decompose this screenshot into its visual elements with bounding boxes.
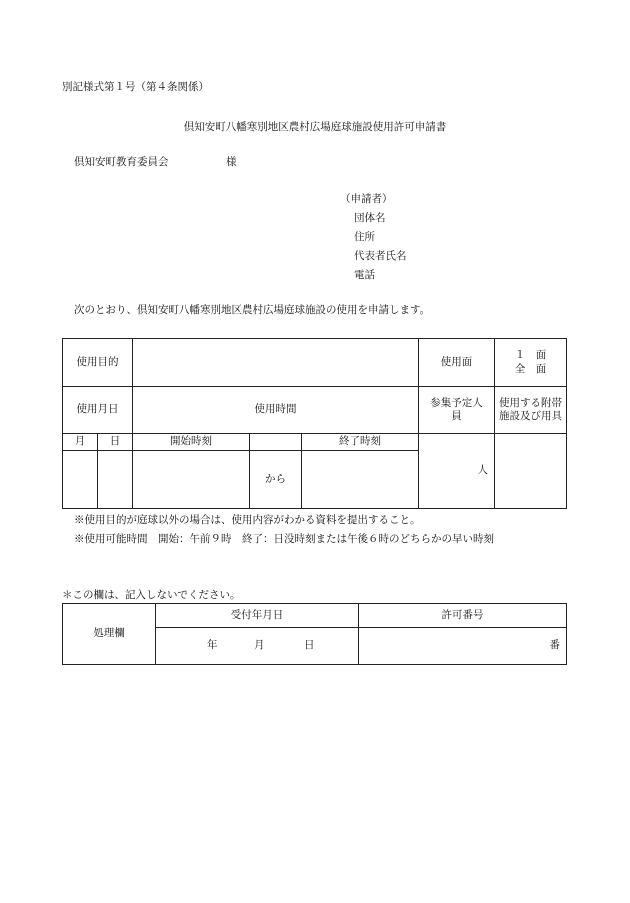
equipment-field[interactable] [495, 434, 567, 509]
permit-number-label: 許可番号 [359, 604, 567, 628]
end-time-label: 終了時刻 [302, 434, 419, 451]
form-title: 倶知安町八幡寒別地区農村広場庭球施設使用許可申請書 [183, 121, 447, 133]
purpose-label: 使用目的 [63, 339, 133, 387]
month-label: 月 [63, 434, 98, 451]
applicant-address[interactable]: 住所 [354, 231, 375, 243]
courts-label: 使用面 [419, 339, 495, 387]
person-unit: 人 [477, 464, 489, 477]
applicant-representative[interactable]: 代表者氏名 [354, 250, 407, 262]
participants-field[interactable] [419, 434, 495, 509]
from-header-cell [250, 434, 302, 451]
participants-label: 参集予定人員 [419, 387, 495, 434]
use-time-label: 使用時間 [133, 387, 419, 434]
year-unit: 年 [207, 639, 218, 651]
processing-label: 処理欄 [63, 604, 156, 665]
equipment-label: 使用する附帯施設及び用具 [495, 387, 567, 434]
start-time-label: 開始時刻 [133, 434, 250, 451]
receipt-date-label: 受付年月日 [156, 604, 359, 628]
month-unit: 月 [254, 639, 265, 651]
court-option-one[interactable]: １ 面 [514, 349, 547, 362]
addressee: 倶知安町教育委員会 [74, 156, 169, 168]
from-label: から [250, 451, 302, 509]
purpose-field[interactable] [133, 339, 419, 387]
application-table [62, 338, 567, 509]
month-field[interactable] [63, 451, 98, 509]
note-hours: ※使用可能時間 開始：午前９時 終了：日没時刻または午後６時のどちらかの早い時刻 [74, 533, 494, 545]
day-field[interactable] [98, 451, 133, 509]
applicant-org-name[interactable]: 団体名 [354, 212, 386, 224]
permit-number-field [359, 628, 567, 665]
day-unit: 日 [304, 639, 315, 651]
number-unit: 番 [549, 639, 560, 652]
receipt-date-field [156, 628, 359, 665]
applicant-phone[interactable]: 電話 [354, 269, 375, 281]
honorific: 様 [226, 156, 237, 168]
applicant-heading: （申請者） [340, 193, 393, 205]
day-label: 日 [98, 434, 133, 451]
note-purpose: ※使用目的が庭球以外の場合は、使用内容がわかる資料を提出すること。 [74, 514, 421, 526]
office-table [62, 603, 567, 665]
courts-options[interactable] [495, 339, 567, 387]
form-number: 別記様式第１号（第４条関係） [62, 81, 209, 93]
end-time-field[interactable] [302, 451, 419, 509]
office-caption: ＊この欄は、記入しないでください。 [62, 589, 241, 601]
applicant-block [340, 190, 407, 285]
start-time-field[interactable] [133, 451, 250, 509]
use-date-label: 使用月日 [63, 387, 133, 434]
court-option-all[interactable]: 全 面 [514, 362, 547, 375]
intro-text: 次のとおり、倶知安町八幡寒別地区農村広場庭球施設の使用を申請します。 [74, 304, 431, 316]
